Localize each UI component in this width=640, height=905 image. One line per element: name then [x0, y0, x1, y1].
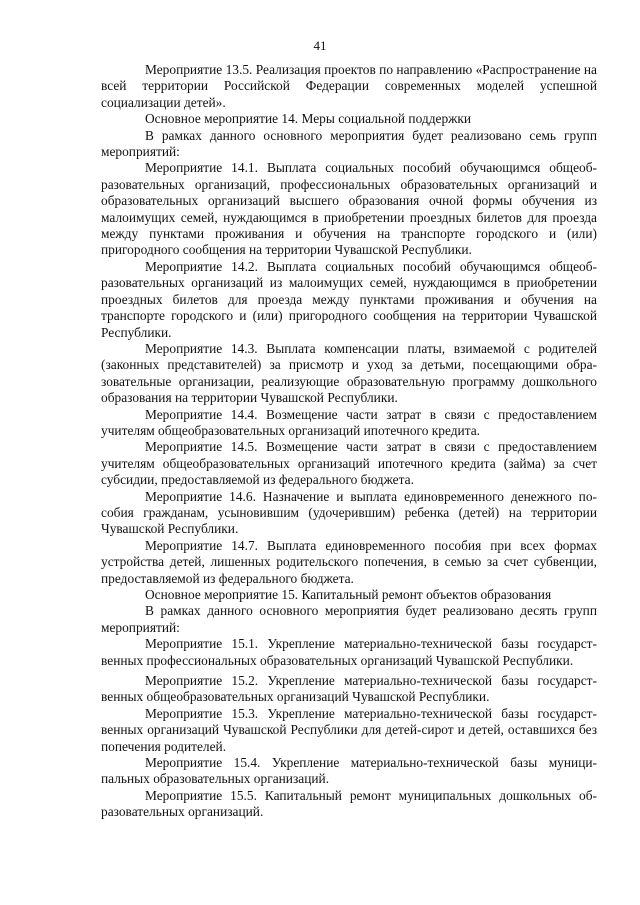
paragraph-13-5: Мероприятие 13.5. Реализация проектов по направлению «Распространение на всей территории Российской Федерации современных моделей успешной социализации детей».: [101, 62, 597, 110]
paragraph-14-2: Мероприятие 14.2. Выплата социальных пособий обучающимся общеобразовательных организаций из малоимущих семей, нуждающимся в приобретении проездных билетов для проезда между пунктами проживания и обучения на транспорте городского и (или) пригородного сообщения на территории Чувашской Республики.: [101, 258, 597, 340]
page-number: 41: [313, 38, 327, 53]
document-body: [101, 62, 597, 821]
paragraph-14-5: Мероприятие 14.5. Возмещение части затрат в связи с предоставлением учителям общеобразовательных организаций ипотечного кредита (займа) за счет субсидии, предоставляемой из федерального бюджета.: [101, 439, 597, 488]
paragraph-15-1: Мероприятие 15.1. Укрепление материально-технической базы государственных профессиональных образовательных организаций Чувашской Республики.: [101, 636, 597, 668]
paragraph-14-3: Мероприятие 14.3. Выплата компенсации платы, взимаемой с родителей (законных представителей) за присмотр и уход за детьми, посещающими образовательные организации, реализующие образовательную программу дошкольного образования на территории Чувашской Республики.: [101, 340, 597, 406]
paragraph-14-6: Мероприятие 14.6. Назначение и выплата единовременного денежного пособия гражданам, усыновившим (удочерившим) ребенка (детей) на территории Чувашской Республики.: [101, 488, 597, 537]
heading-main-event-14: Основное мероприятие 14. Меры социальной поддержки: [145, 111, 472, 127]
paragraph-15-5: Мероприятие 15.5. Капитальный ремонт муниципальных дошкольных образовательных организаций.: [101, 787, 597, 820]
paragraph-15-3: Мероприятие 15.3. Укрепление материально-технической базы государственных организаций Чувашской Республики для детей-сирот и детей, оставшихся без попечения родителей.: [101, 705, 597, 754]
paragraph-15-4: Мероприятие 15.4. Укрепление материально-технической базы муниципальных образовательных организаций.: [101, 755, 597, 787]
heading-main-event-15: Основное мероприятие 15. Капитальный ремонт объектов образования: [145, 587, 552, 602]
paragraph-intro-14: В рамках данного основного мероприятия будет реализовано семь групп мероприятий:: [101, 127, 597, 160]
paragraph-intro-15: В рамках данного основного мероприятия будет реализовано десять групп мероприятий:: [101, 603, 597, 635]
paragraph-14-7: Мероприятие 14.7. Выплата единовременного пособия при всех формах устройства детей, лишенных родительского попечения, в семью за счет субвенции, предоставляемой из федерального бюджета.: [101, 537, 597, 586]
paragraph-15-2: Мероприятие 15.2. Укрепление материально-технической базы государственных общеобразовательных организаций Чувашской Республики.: [101, 673, 597, 705]
paragraph-14-4: Мероприятие 14.4. Возмещение части затрат в связи с предоставлением учителям общеобразовательных организаций ипотечного кредита.: [101, 406, 597, 438]
paragraph-14-1: Мероприятие 14.1. Выплата социальных пособий обучающимся общеобразовательных организаций, профессиональных образовательных организаций и образовательных организаций высшего образования очной формы обучения из малоимущих семей, нуждающимся в приобретении проездных билетов для проезда между пунктами проживания и обучения на транспорте городского и (или) пригородного сообщения на территории Чувашской Республики.: [101, 160, 597, 258]
